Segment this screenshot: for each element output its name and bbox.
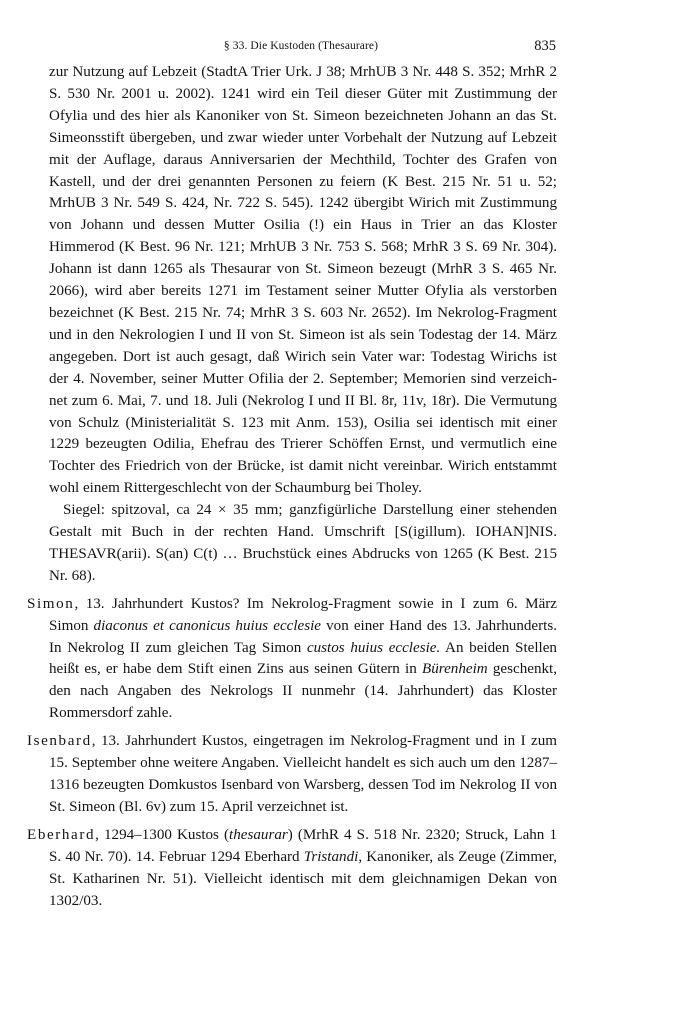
- entry-text-segment: , Kanoniker, als Zeuge (Zimmer, St. Katharinen Nr. 51). Vielleicht identisch mit dem gleichnamigen Dekan von 1302/03.: [49, 848, 557, 909]
- entry-text-segment: An beiden Stellen heißt es, er habe dem Stift einen Zins aus seinen Gütern in: [49, 639, 557, 678]
- entry-text-italic: diaconus et canonicus huius ecclesie: [93, 617, 321, 634]
- running-head: § 33. Die Kustoden (Thesaurare): [223, 40, 379, 52]
- entry-text-segment: geschenkt, den nach Angaben des Nekrologs II nunmehr (14. Jahrhundert) das Kloster Rommersdorf zahle.: [49, 661, 557, 722]
- entry-simon: [27, 594, 557, 725]
- entry-text-italic: custos huius ecclesie.: [306, 639, 441, 656]
- entry-text-segment: von einer Hand des 13. Jahrhunderts. In Nekrolog II zum gleichen Tag Simon: [49, 617, 557, 656]
- page-number: 835: [534, 38, 556, 54]
- entry-text-segment: , 1294–1300 Kustos (: [95, 826, 230, 843]
- seal-description: Siegel: spitzoval, ca 24 × 35 mm; ganzfigürliche Darstellung einer stehenden Gestalt mit Buch in der rechten Hand. Umschrift [S(igillum). IOHAN]NIS. THESAVR(arii). S(an) C(t) … Bruchstück eines Abdrucks von 1265 (K Best. 215 Nr. 68).: [49, 502, 557, 584]
- entry-text-italic: Tristandi: [303, 848, 359, 865]
- page-body: [27, 62, 557, 912]
- entry-eberhard: [27, 825, 557, 913]
- page-header: [46, 38, 556, 60]
- continuation-paragraph: zur Nutzung auf Lebzeit (StadtA Trier Urk. J 38; MrhUB 3 Nr. 448 S. 352; MrhR 2 S. 530 Nr. 2001 u. 2002). 1241 wird ein Teil dieser Güter mit Zustimmung der Ofylia und des hier als Kanoniker von St. Simeon bezeichneten Johann an das St. Simeonsstift übergeben, und zwar wieder unter Vorbehalt der Nutzung auf Lebzeit mit der Auflage, daraus Anniversarien der Mechthild, Tochter des Grafen von Kastell, und der drei genannten Personen zu feiern (K Best. 215 Nr. 51 u. 52; MrhUB 3 Nr. 549 S. 424, Nr. 722 S. 545). 1242 übergibt Wirich mit Zustimmung von Johann und dessen Mutter Osilia (!) ein Haus in Trier an das Kloster Himmerod (K Best. 96 Nr. 121; MrhUB 3 Nr. 753 S. 568; MrhR 3 S. 69 Nr. 304). Johann ist dann 1265 als Thesaurar von St. Simeon bezeugt (MrhR 3 S. 465 Nr. 2066), wird aber bereits 1271 im Testament seiner Mutter Ofylia als verstorben bezeichnet (K Best. 215 Nr. 74; MrhR 3 S. 603 Nr. 2652). Im Nekrolog-Fragment und in den Nekrologien I und II von St. Simeon ist als sein Todestag der 14. März angegeben. Dort ist auch gesagt, daß Wirich sein Vater war: Todestag Wirichs ist der 4. November, seiner Mutter Ofilia der 2. September; Memorien sind verzeichnet zum 6. Mai, 7. und 18. Juli (Nekrolog I und II Bl. 8r, 11v, 18r). Die Vermutung von Schulz (Ministerialität S. 123 mit Anm. 153), Osilia sei identisch mit einer 1229 bezeugten Odilia, Ehefrau des Trierer Schöffen Ernst, und vermutlich eine Tochter des Friedrich von der Brücke, ist damit nicht vereinbar. Wirich entstammt wohl einem Rittergeschlecht von der Schaumburg bei Tholey.: [49, 64, 557, 497]
- entry-text-italic: Bürenheim: [422, 661, 488, 678]
- entry-text-segment: , 13. Jahrhundert Kustos? Im Nekrolog-Fragment sowie in I zum 6. März Simon: [49, 595, 557, 634]
- entry-name: Simon: [27, 595, 75, 612]
- entry-text-italic: thesaurar: [229, 826, 288, 843]
- entry-isenbard: [27, 731, 557, 819]
- entry-name: Isenbard: [27, 733, 92, 750]
- entry-text-segment: ) (MrhR 4 S. 518 Nr. 2320; Struck, Lahn 1 S. 40 Nr. 70). 14. Februar 1294 Eberhard: [49, 826, 557, 865]
- entry-name: Eberhard: [27, 826, 96, 843]
- entry-text-segment: , 13. Jahrhundert Kustos, eingetragen im Nekrolog-Fragment und in I zum 15. September ohne weitere Angaben. Vielleicht handelt es sich auch um den 1287–1316 bezeugten Domkustos Isenbard von Warsberg, dessen Tod im Nekrolog II von St. Simeon (Bl. 6v) zum 15. April verzeichnet ist.: [49, 733, 557, 815]
